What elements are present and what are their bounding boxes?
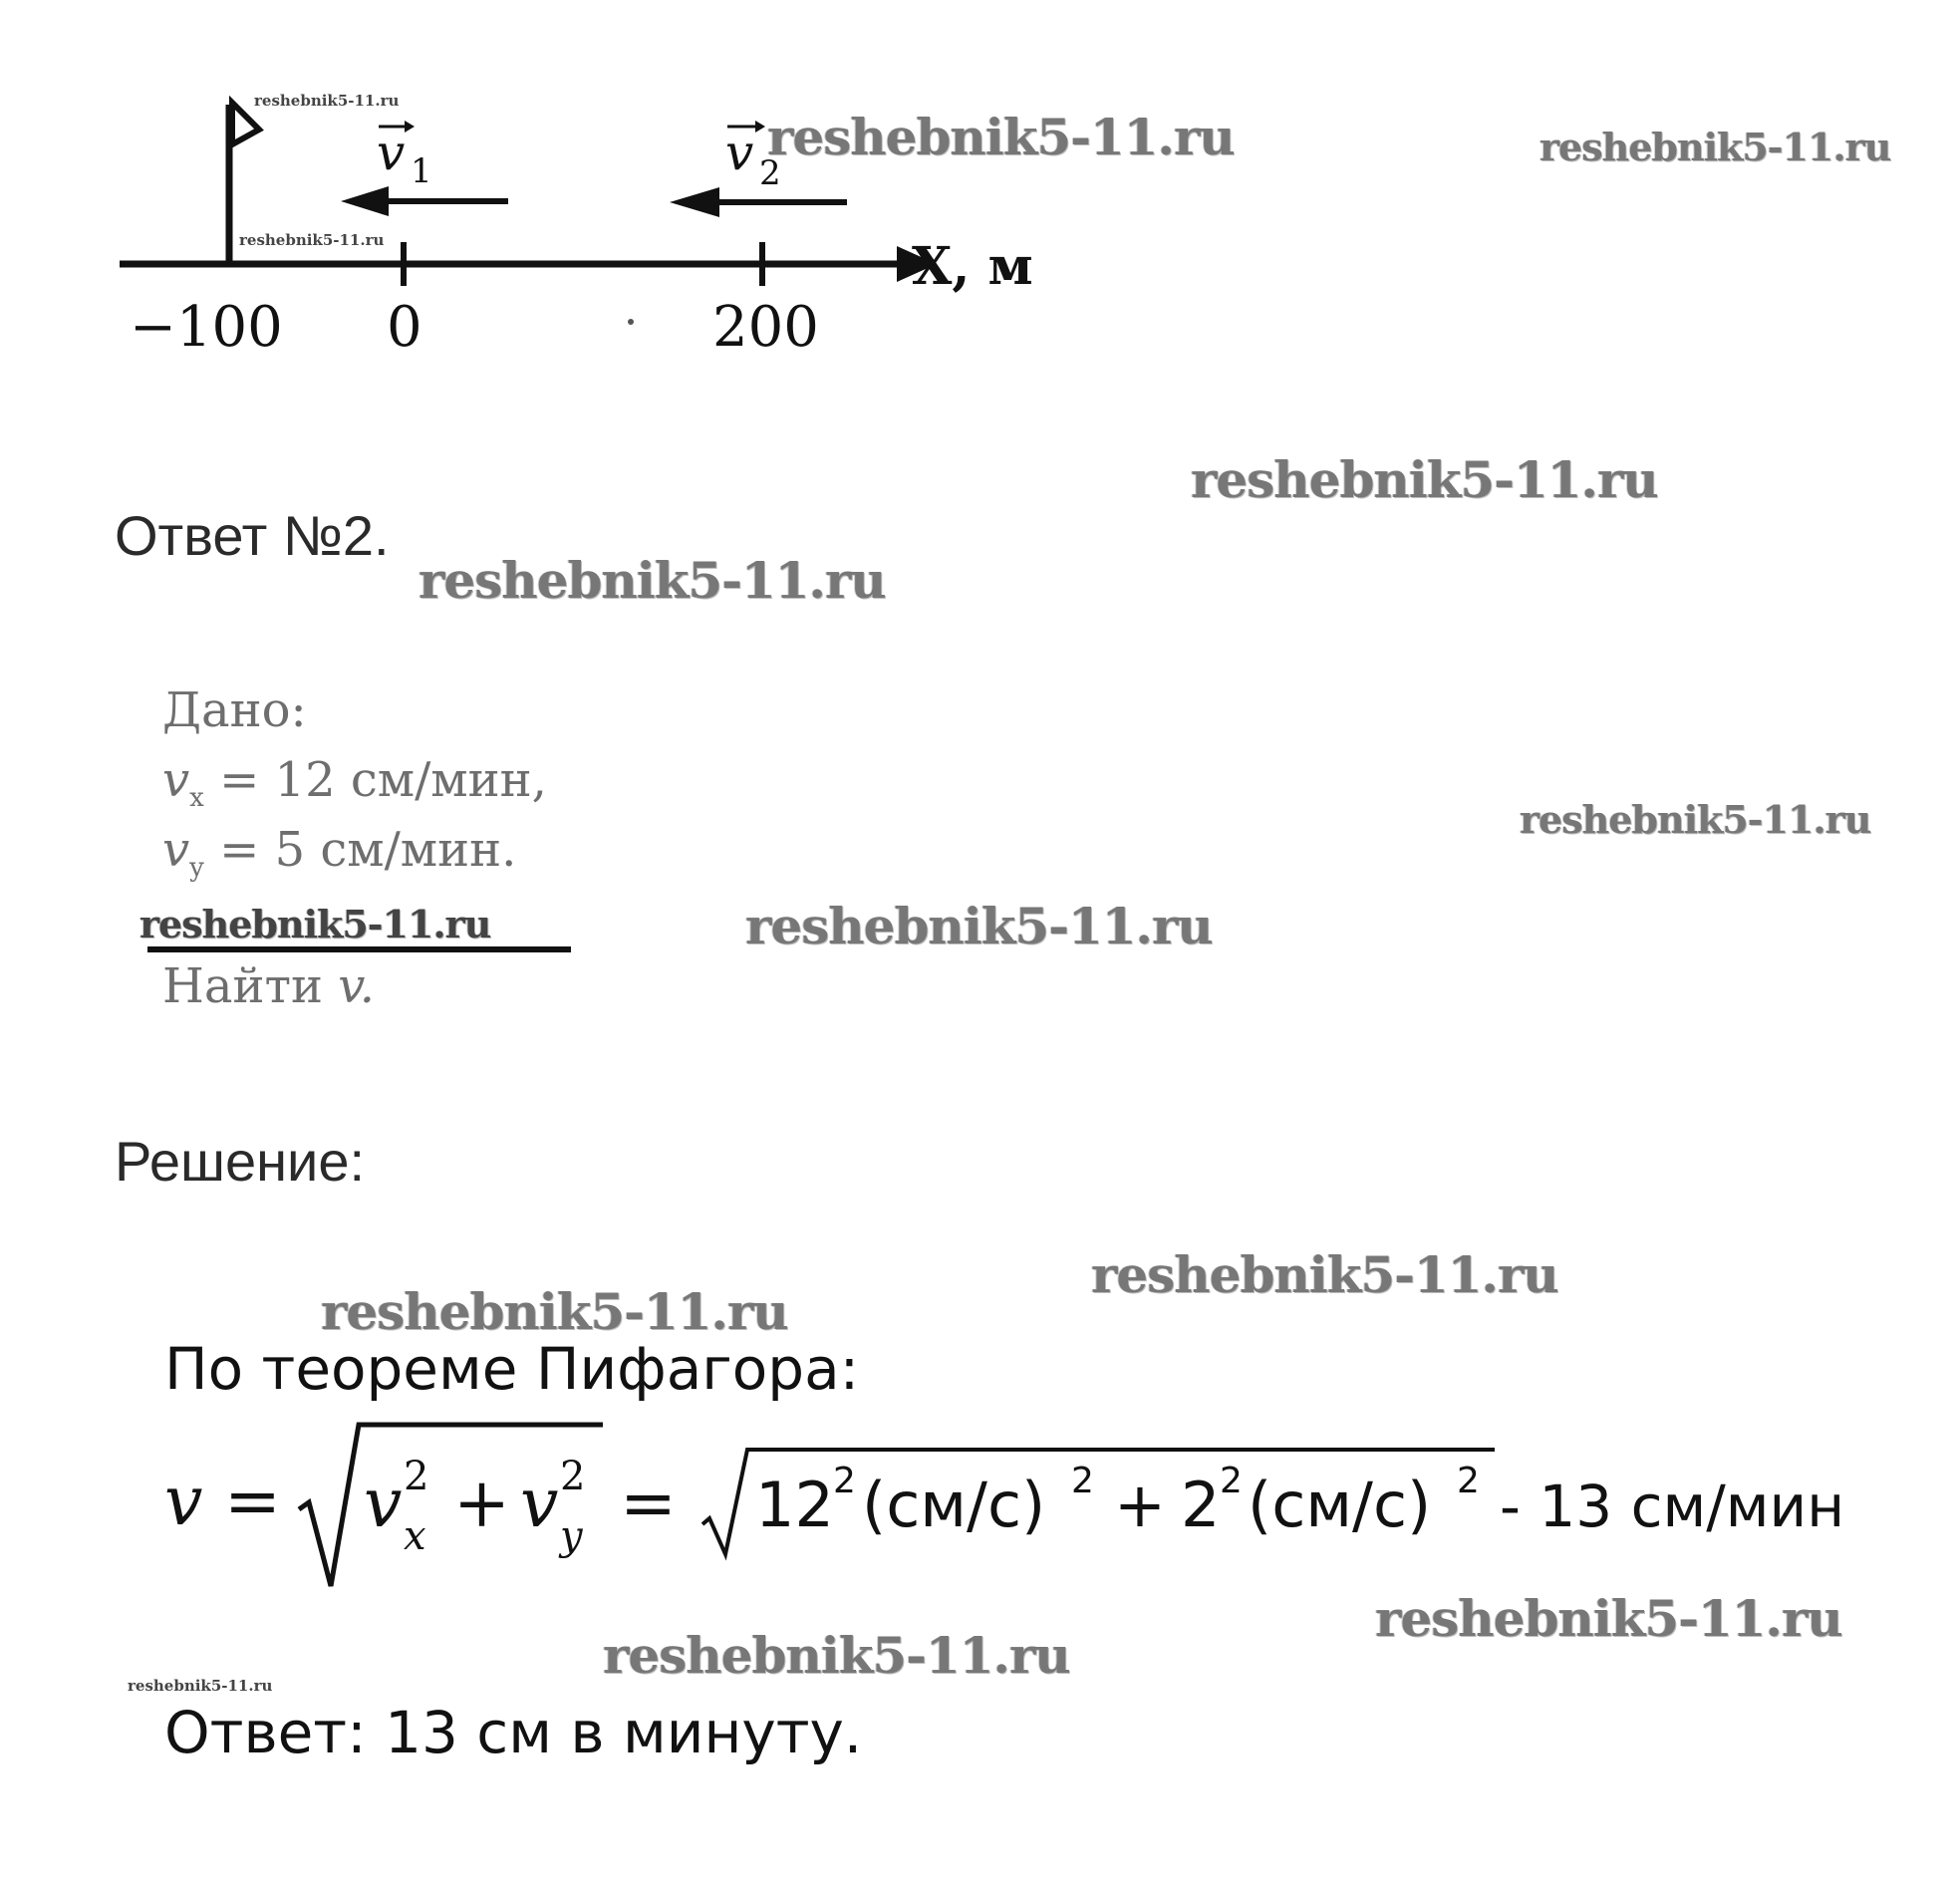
- answer-heading: Ответ №2.: [115, 504, 390, 567]
- pythagoras-formula: [159, 1415, 1873, 1604]
- formula-plus2: +: [1114, 1469, 1166, 1541]
- watermark: reshebnik5-11.ru: [128, 1677, 273, 1695]
- watermark: reshebnik5-11.ru: [321, 1282, 788, 1341]
- given-divider: [147, 946, 571, 952]
- velocity-1-symbol: v: [377, 124, 406, 181]
- formula-vy-sup: 2: [560, 1454, 586, 1499]
- theorem-line: По теореме Пифагора:: [164, 1335, 860, 1403]
- formula-unit1: (см/с): [862, 1469, 1046, 1541]
- watermark: reshebnik5-11.ru: [767, 108, 1235, 166]
- velocity-1-arrowhead: [341, 186, 389, 216]
- velocity-2-symbol: v: [725, 124, 754, 181]
- find-label: Найти: [162, 958, 324, 1014]
- formula-vx: v: [364, 1465, 403, 1543]
- formula-result: - 13 см/мин: [1500, 1473, 1845, 1540]
- watermark: reshebnik5-11.ru: [1540, 125, 1891, 169]
- formula-vx-sub: x: [404, 1513, 426, 1559]
- watermark: reshebnik5-11.ru: [254, 92, 400, 110]
- formula-equals: =: [620, 1465, 677, 1543]
- solution-heading: Решение:: [115, 1130, 366, 1193]
- watermark: reshebnik5-11.ru: [1520, 797, 1871, 842]
- vy-index: y: [189, 853, 204, 883]
- velocity-1-index: 1: [411, 151, 432, 191]
- given-vy: [162, 822, 516, 883]
- watermark: reshebnik5-11.ru: [140, 902, 491, 946]
- watermark: reshebnik5-11.ru: [1191, 450, 1658, 509]
- formula-vy-sub: y: [560, 1513, 583, 1559]
- tick-label-minus100: −100: [130, 295, 283, 360]
- formula-unit2-sup: 2: [1457, 1461, 1480, 1501]
- velocity-2-arrowhead: [670, 187, 719, 217]
- given-vx: [162, 752, 547, 813]
- velocity-2-index: 2: [759, 153, 781, 193]
- watermark: reshebnik5-11.ru: [1091, 1245, 1558, 1304]
- vy-value: = 5 см/мин.: [219, 822, 517, 878]
- tick-label-200: 200: [712, 295, 819, 360]
- watermark: reshebnik5-11.ru: [603, 1626, 1070, 1685]
- formula-vx-sup: 2: [404, 1454, 429, 1499]
- vy-symbol: v: [162, 822, 190, 878]
- formula-lhs: v =: [164, 1463, 282, 1541]
- find-symbol: v.: [338, 958, 375, 1014]
- vx-symbol: v: [162, 752, 190, 808]
- formula-term1-sup: 2: [833, 1461, 856, 1501]
- formula-unit2: (см/с): [1248, 1469, 1432, 1541]
- formula-term1: 12: [755, 1469, 834, 1541]
- vx-index: x: [189, 783, 204, 813]
- given-title: Дано:: [162, 682, 307, 738]
- tick-label-0: 0: [387, 295, 422, 360]
- formula-unit1-sup: 2: [1071, 1461, 1094, 1501]
- given-find: [162, 958, 375, 1014]
- formula-term2: 2: [1181, 1469, 1221, 1541]
- watermark: reshebnik5-11.ru: [1375, 1589, 1842, 1648]
- watermark: reshebnik5-11.ru: [745, 897, 1213, 955]
- axis-label: X, м: [912, 236, 1033, 297]
- formula-vy: v: [520, 1465, 559, 1543]
- vx-value: = 12 см/мин,: [219, 752, 547, 808]
- watermark: reshebnik5-11.ru: [419, 551, 886, 610]
- watermark: reshebnik5-11.ru: [239, 231, 385, 249]
- final-answer: Ответ: 13 см в минуту.: [164, 1699, 863, 1766]
- formula-term2-sup: 2: [1220, 1461, 1243, 1501]
- formula-plus: +: [453, 1465, 510, 1543]
